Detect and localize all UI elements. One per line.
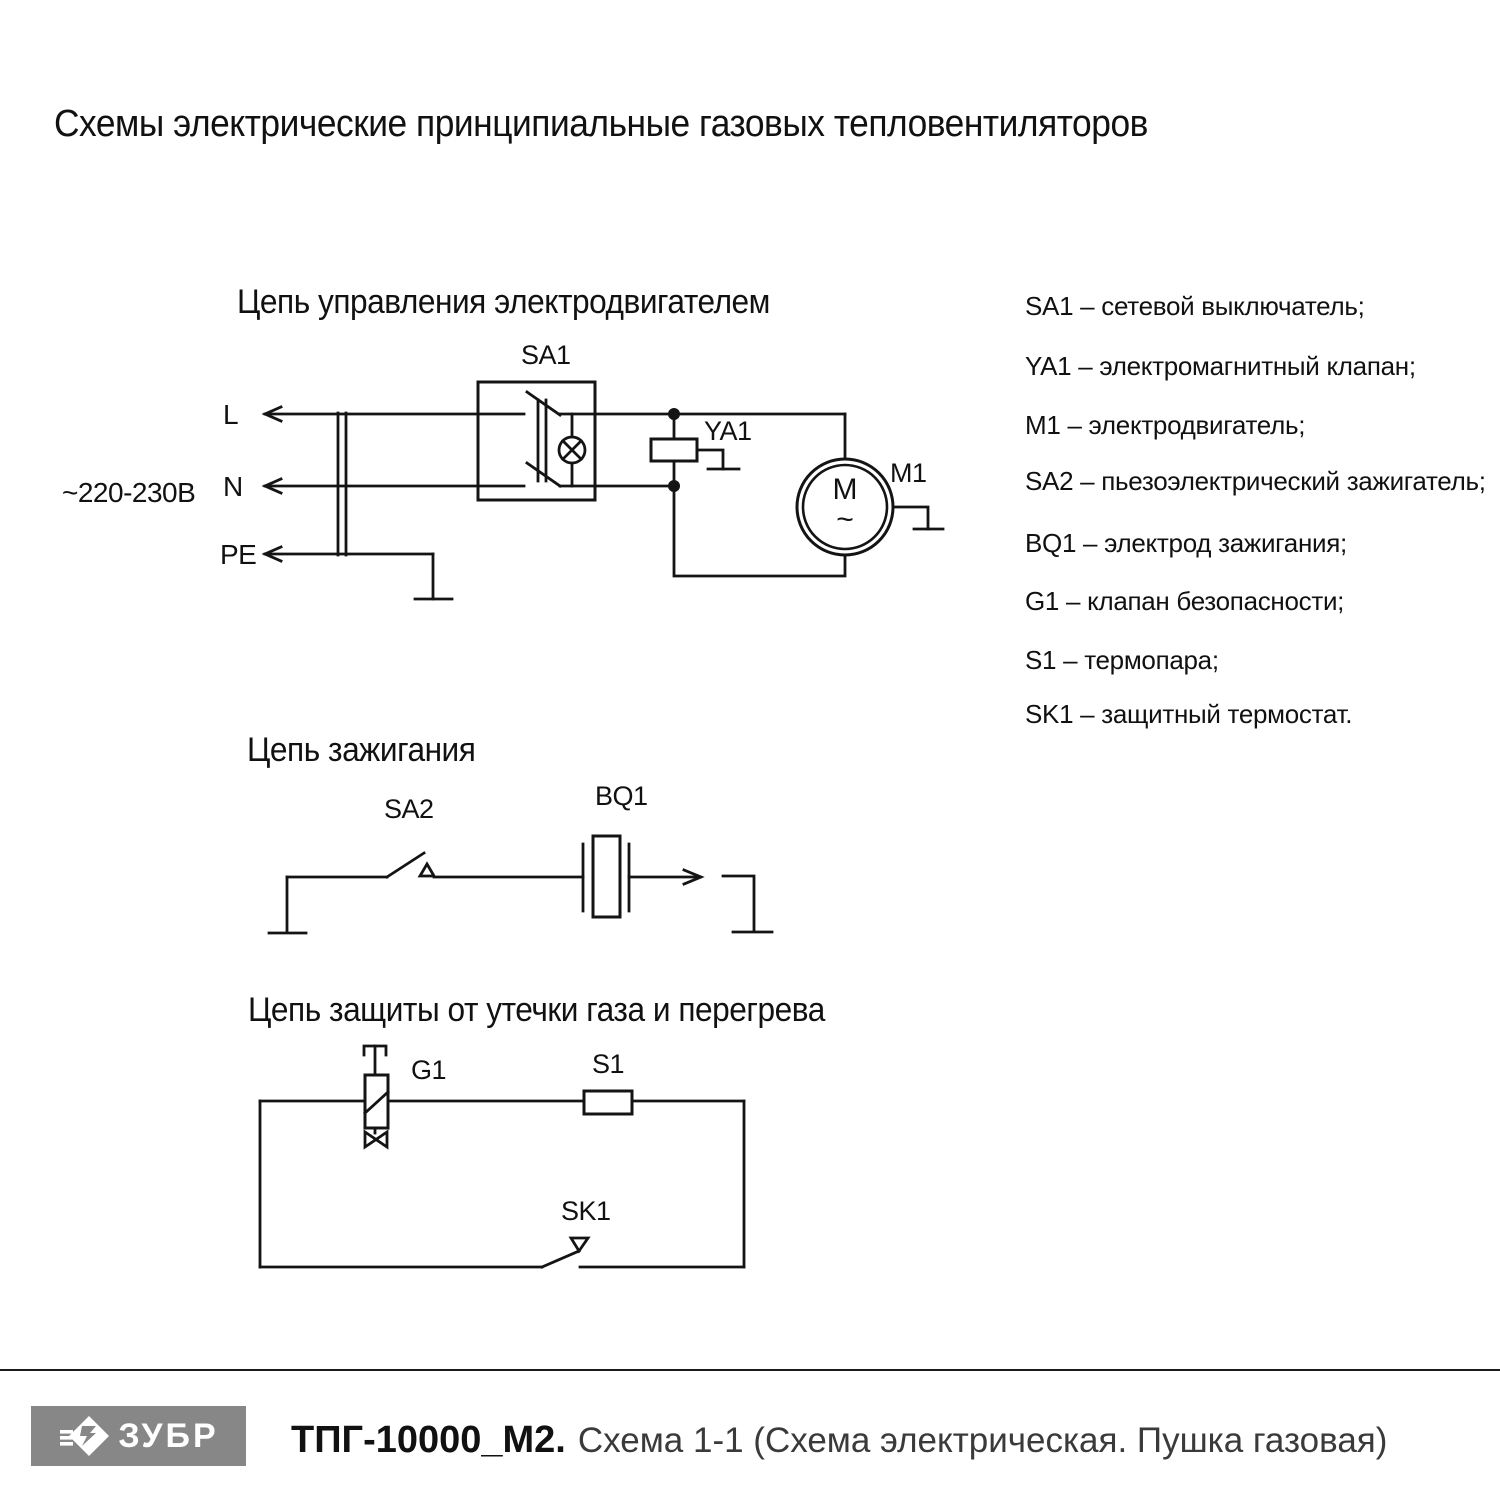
zubr-arrow-icon (58, 1413, 110, 1459)
footer-caption: Схема 1-1 (Схема электрическая. Пушка газовая) (577, 1421, 1388, 1460)
legend-item: SK1 – защитный термостат. (1025, 699, 1353, 729)
cable-double-line (338, 413, 346, 555)
legend-item: SA1 – сетевой выключатель; (1025, 291, 1365, 321)
label-m1: M1 (890, 458, 927, 488)
pushbutton-triangle-icon (420, 864, 434, 876)
label-bq1: BQ1 (595, 781, 648, 811)
legend-item: BQ1 – электрод зажигания; (1025, 528, 1347, 558)
s1-thermocouple (584, 1091, 632, 1114)
circuit2-graphics (269, 836, 772, 933)
power-input-arrows (265, 407, 281, 561)
voltage-label: ~220-230В (62, 477, 196, 508)
motor-wave: ~ (836, 503, 854, 536)
bq1-piezo-electrode (583, 836, 629, 917)
circuit3-title: Цепь защиты от утечки газа и перегрева (248, 991, 825, 1029)
line-label-pe: PE (220, 539, 257, 570)
line-label-l: L (223, 399, 239, 430)
zubr-logo (31, 1406, 246, 1466)
pe-ground (415, 554, 452, 599)
sa2-switch (387, 853, 434, 877)
junction-dot (668, 408, 680, 420)
sk1-thermostat-contact (542, 1238, 588, 1267)
circuit1-title: Цепь управления электродвигателем (237, 283, 770, 321)
label-sk1: SK1 (561, 1196, 611, 1226)
ignition-ground-left (269, 877, 306, 933)
label-sa2: SA2 (384, 794, 434, 824)
footer-caption-row (291, 1419, 1387, 1462)
circuit3-graphics (260, 1046, 744, 1267)
legend-item: S1 – термопара; (1025, 645, 1219, 675)
line-label-n: N (223, 471, 243, 502)
label-ya1: YA1 (704, 416, 752, 446)
legend-item: SA2 – пьезоэлектрический зажигатель; (1025, 466, 1486, 496)
switch-blade (542, 1251, 579, 1267)
footer-divider (0, 1369, 1500, 1371)
footer-model: ТПГ-10000_М2. (291, 1419, 566, 1461)
label-s1: S1 (592, 1049, 625, 1079)
sa1-switch (478, 382, 595, 500)
g1-safety-valve (364, 1046, 388, 1147)
page-title: Схемы электрические принципиальные газовых тепловентиляторов (54, 103, 1148, 145)
motor-letter: M (832, 473, 858, 506)
thermal-triangle-icon (571, 1238, 588, 1251)
circuit2-title: Цепь зажигания (247, 731, 476, 769)
label-sa1: SA1 (521, 340, 571, 370)
switch-blade-top (527, 392, 560, 415)
legend-item: M1 – электродвигатель; (1025, 410, 1306, 440)
switch-blade (387, 853, 424, 877)
ignition-ground-right (723, 876, 772, 932)
label-g1: G1 (411, 1055, 447, 1085)
legend-item: G1 – клапан безопасности; (1025, 586, 1345, 616)
valve-bowtie-icon (376, 1132, 387, 1147)
legend-item: YA1 – электромагнитный клапан; (1025, 351, 1416, 381)
switch-blade-bottom (527, 463, 560, 486)
logo-text: ЗУБР (118, 1416, 219, 1455)
